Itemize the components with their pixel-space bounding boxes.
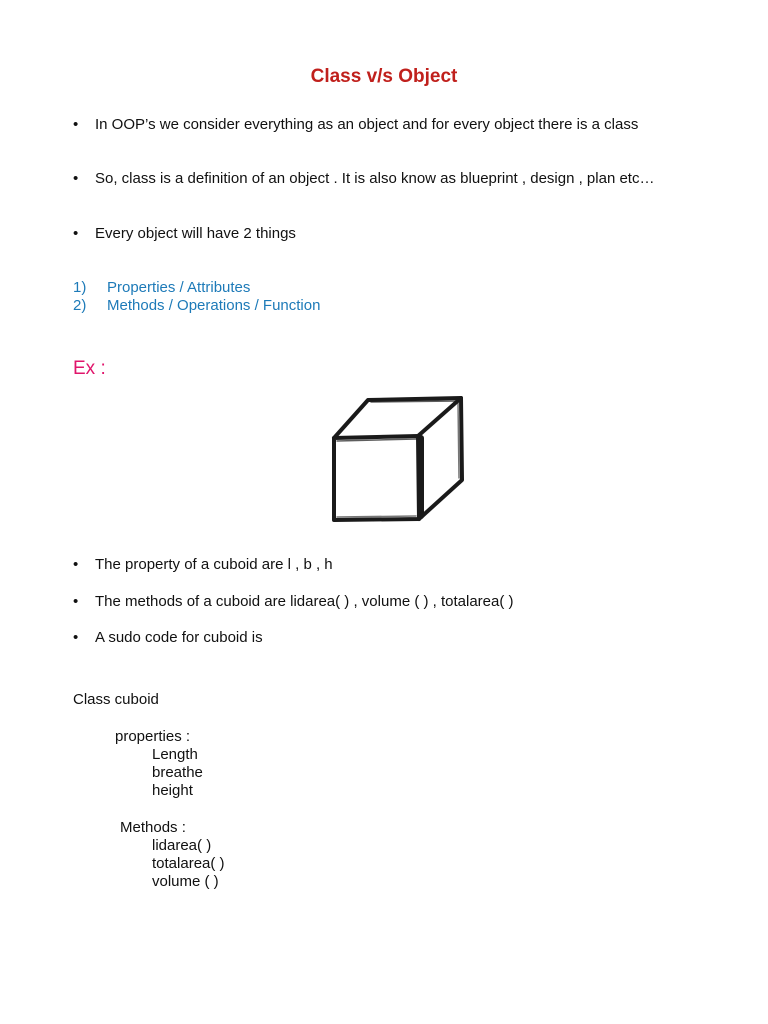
bullet-dot: • xyxy=(73,556,79,573)
code-class-line: Class cuboid xyxy=(73,691,159,708)
code-property-height: height xyxy=(152,782,193,799)
intro-bullet-class-definition xyxy=(73,170,683,188)
numbered-item-methods xyxy=(73,297,320,315)
intro-bullet-two-things xyxy=(73,225,683,243)
bullet-dot: • xyxy=(73,629,79,646)
code-property-breathe: breathe xyxy=(152,764,203,781)
cuboid-bullet-pseudo-code xyxy=(73,629,683,647)
cuboid-bullet-methods xyxy=(73,593,683,611)
item-number: 1) xyxy=(73,279,87,296)
bullet-text: So, class is a definition of an object . It is also know as blueprint , design , plan etc… xyxy=(95,170,655,187)
code-methods-label: Methods : xyxy=(120,819,186,836)
example-label: Ex : xyxy=(73,358,106,379)
bullet-dot: • xyxy=(73,225,79,242)
bullet-text: Every object will have 2 things xyxy=(95,225,296,242)
item-text: Methods / Operations / Function xyxy=(107,297,321,314)
bullet-text: The property of a cuboid are l , b , h xyxy=(95,556,333,573)
numbered-item-properties xyxy=(73,279,250,297)
bullet-text: In OOP’s we consider everything as an object and for every object there is a class xyxy=(95,116,639,133)
code-method-volume: volume ( ) xyxy=(152,873,219,890)
bullet-dot: • xyxy=(73,116,79,133)
bullet-text: The methods of a cuboid are lidarea( ) , volume ( ) , totalarea( ) xyxy=(95,593,514,610)
bullet-dot: • xyxy=(73,170,79,187)
code-property-length: Length xyxy=(152,746,198,763)
item-number: 2) xyxy=(73,297,87,314)
code-method-lidarea: lidarea( ) xyxy=(152,837,212,854)
bullet-dot: • xyxy=(73,593,79,610)
item-text: Properties / Attributes xyxy=(107,279,251,296)
cube-icon xyxy=(328,392,468,526)
code-method-totalarea: totalarea( ) xyxy=(152,855,225,872)
code-properties-label: properties : xyxy=(115,728,191,745)
bullet-text: A sudo code for cuboid is xyxy=(95,629,263,646)
page-title: Class v/s Object xyxy=(310,66,458,87)
intro-bullet-oop xyxy=(73,116,683,134)
cuboid-bullet-properties xyxy=(73,556,683,574)
